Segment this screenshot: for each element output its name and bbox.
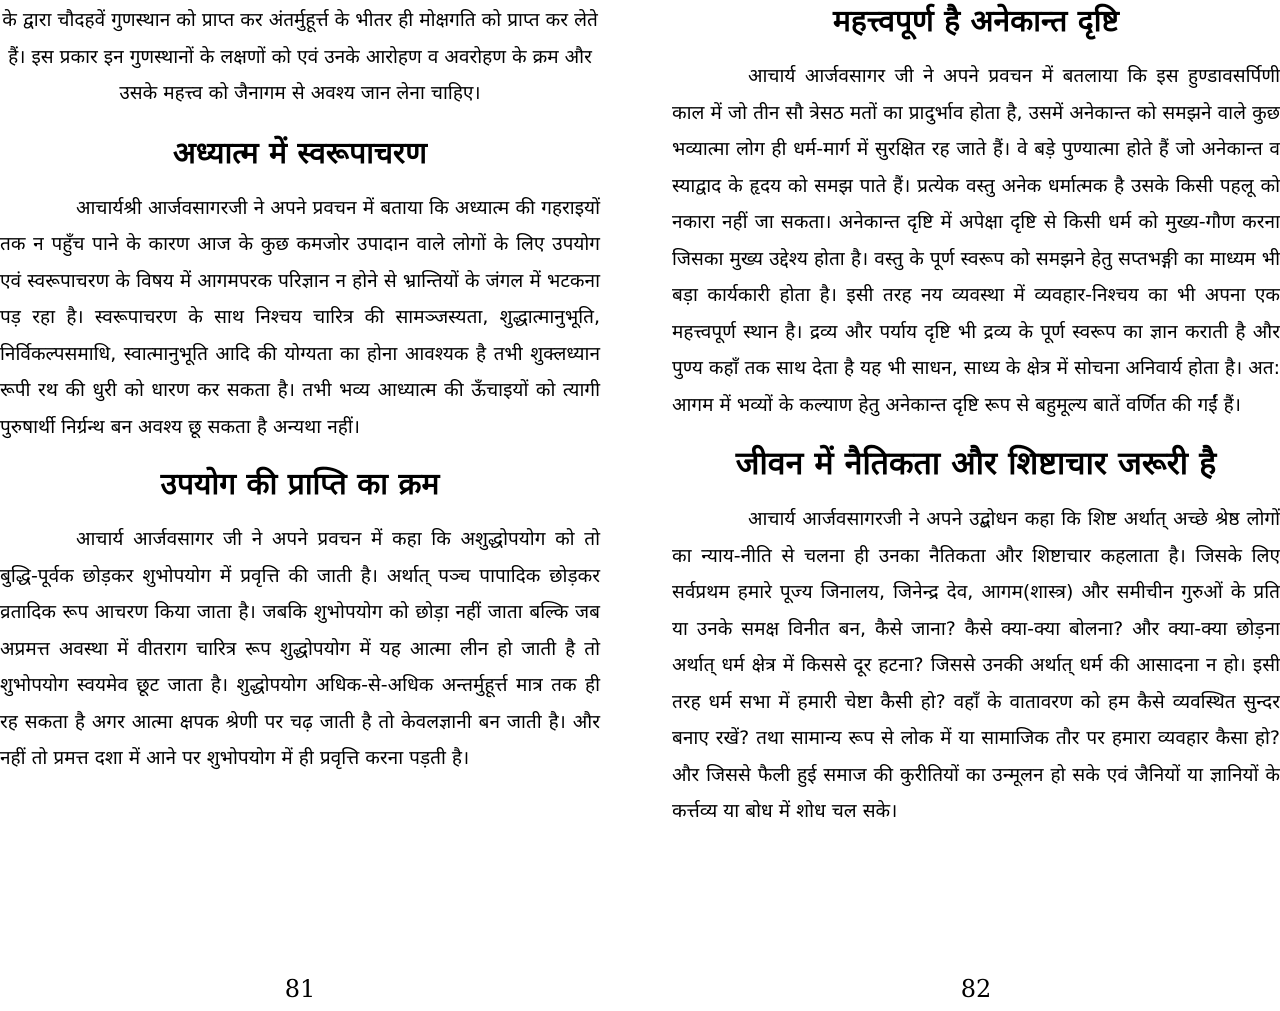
section-heading-upayog: उपयोग की प्राप्ति का क्रम — [160, 467, 440, 502]
section-heading-naitikta: जीवन में नैतिकता और शिष्टाचार जरूरी है — [735, 444, 1217, 482]
section-paragraph-adhyatma: आचार्यश्री आर्जवसागरजी ने अपने प्रवचन में बताया कि अध्यात्म की गहराइयों तक न पहुँच पाने के कारण आज के कुछ कमजोर उपादान वाले लोगों के लिए उपयोग एवं स्वरूपाचरण के विषय में आगमपरक परिज्ञान न होने से भ्रान्तियों के जंगल में भटकना पड़ रहा है। स्वरूपाचरण के साथ निश्चय चारित्र की सामञ्जस्यता, शुद्धात्मानुभूति, निर्विकल्पसमाधि, स्वात्मानुभूति आदि की योग्यता का होना आवश्यक है तभी शुक्लध्यान रूपी रथ की धुरी को धारण कर सकता है। तभी भव्य आध्यात्म की ऊँचाइयों को त्यागी पुरुषार्थी निर्ग्रन्थ बन अवश्य छू सकता है अन्यथा नहीं। — [0, 196, 600, 438]
left-page — [0, 0, 600, 1011]
section-paragraph-anekant: आचार्य आर्जवसागर जी ने अपने प्रवचन में बतलाया कि इस हुण्डावसर्पिणी काल में जो तीन सौ त्रेसठ मतों का प्रादुर्भाव होता है, उसमें अनेकान्त को समझने वाले कुछ भव्यात्मा लोग ही धर्म-मार्ग में सुरक्षित रह जाते हैं। वे बड़े पुण्यात्मा होते हैं जो अनेकान्त व स्याद्वाद के हृदय को समझ पाते हैं। प्रत्येक वस्तु अनेक धर्मात्मक है उसके किसी पहलू को नकारा नहीं जा सकता। अनेकान्त दृष्टि में अपेक्षा दृष्टि से किसी धर्म को मुख्य-गौण करना जिसका मुख्य उद्देश्य होता है। वस्तु के पूर्ण स्वरूप को समझने हेतु सप्तभङ्गी का माध्यम भी बड़ा कार्यकारी होता है। इसी तरह नय व्यवस्था में व्यवहार-निश्चय का भी अपना एक महत्त्वपूर्ण स्थान है। द्रव्य और पर्याय दृष्टि भी द्रव्य के पूर्ण स्वरूप का ज्ञान कराती है और पुण्य कहाँ तक साथ देता है यह भी साधन, साध्य के क्षेत्र में सोचना अनिवार्य होता है। अत: आगम में भव्यों के कल्याण हेतु अनेकान्त दृष्टि रूप से बहुमूल्य बातें वर्णित की गईं हैं। — [672, 65, 1280, 416]
section-heading-anekant: महत्त्वपूर्ण है अनेकान्त दृष्टि — [832, 4, 1120, 39]
page-number: 82 — [960, 975, 992, 1003]
page-number: 81 — [284, 975, 316, 1003]
section-paragraph-naitikta: आचार्य आर्जवसागरजी ने अपने उद्बोधन कहा कि शिष्ट अर्थात् अच्छे श्रेष्ठ लोगों का न्याय-नीति से चलना ही उनका नैतिकता और शिष्टाचार कहलाता है। जिसके लिए सर्वप्रथम हमारे पूज्य जिनालय, जिनेन्द्र देव, आगम(शास्त्र) और समीचीन गुरुओं के प्रति या उनके समक्ष विनीत बन, कैसे जाना? कैसे क्या-क्या बोलना? और क्या-क्या छोड़ना अर्थात् धर्म क्षेत्र में किससे दूर हटना? जिससे उनकी अर्थात् धर्म की आसादना न हो। इसी तरह धर्म सभा में हमारी चेष्टा कैसी हो? वहाँ के वातावरण को हम कैसे व्यवस्थित सुन्दर बनाए रखें? तथा सामान्य रूप से लोक में या सामाजिक तौर पर हमारा व्यवहार कैसा हो? और जिससे फैली हुई समाज की कुरीतियों का उन्मूलन हो सके एवं जैनियों या ज्ञानियों के कर्त्तव्य या बोध में शोध चल सके। — [672, 508, 1280, 822]
section-heading-adhyatma: अध्यात्म में स्वरूपाचरण — [172, 135, 428, 171]
section-paragraph-upayog: आचार्य आर्जवसागर जी ने अपने प्रवचन में कहा कि अशुद्धोपयोग को तो बुद्धि-पूर्वक छोड़कर शुभोपयोग में प्रवृत्ति की जाती है। अर्थात् पञ्च पापादिक छोड़कर व्रतादिक रूप आचरण किया जाता है। जबकि शुभोपयोग को छोड़ा नहीं जाता बल्कि जब अप्रमत्त अवस्था में वीतराग चारित्र रूप शुद्धोपयोग में यह आत्मा लीन हो जाती है तो शुभोपयोग स्वयमेव छूट जाता है। शुद्धोपयोग अधिक-से-अधिक अन्तर्मुहूर्त्त मात्र तक ही रह सकता है अगर आत्मा क्षपक श्रेणी पर चढ़ जाती है तो केवलज्ञानी बन जाती है। और नहीं तो प्रमत्त दशा में आने पर शुभोपयोग में ही प्रवृत्ति करना पड़ती है। — [0, 528, 600, 769]
right-page — [672, 0, 1280, 1011]
continued-paragraph: के द्वारा चौदहवें गुणस्थान को प्राप्त कर अंतर्मुहूर्त्त के भीतर ही मोक्षगति को प्राप्त कर लेते हैं। इस प्रकार इन गुणस्थानों के लक्षणों को एवं उनके आरोहण व अवरोहण के क्रम और उसके महत्त्व को जैनागम से अवश्य जान लेना चाहिए। — [2, 9, 598, 104]
